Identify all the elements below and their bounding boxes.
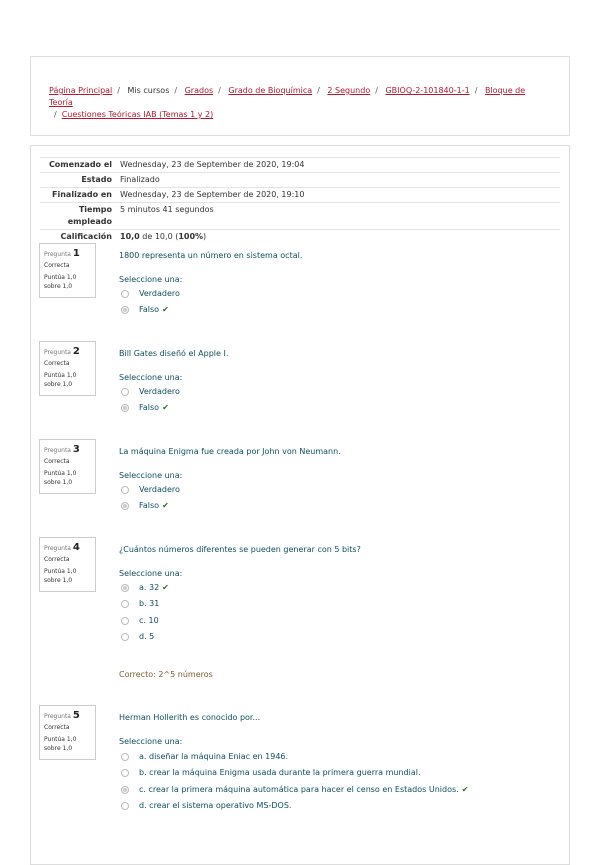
question-text: 1800 representa un número en sistema octal. xyxy=(119,251,303,260)
answer-option[interactable] xyxy=(121,485,180,494)
radio-button[interactable] xyxy=(121,486,129,494)
answer-option[interactable] xyxy=(121,801,291,810)
question-info xyxy=(39,705,96,760)
radio-button[interactable] xyxy=(121,502,129,510)
crumb-course[interactable]: GBIOQ-2-101840-1-1 xyxy=(385,86,470,95)
question-mark: Puntúa 1,0 xyxy=(44,736,77,743)
finished-label: Finalizado en xyxy=(40,188,116,203)
check-icon: ✔ xyxy=(162,403,169,412)
started-label: Comenzado el xyxy=(40,158,116,173)
check-icon: ✔ xyxy=(162,583,169,592)
state-value: Finalizado xyxy=(116,173,560,188)
radio-button[interactable] xyxy=(121,306,129,314)
question-state: Correcta xyxy=(44,556,70,563)
time-value: 5 minutos 41 segundos xyxy=(116,203,560,230)
select-prompt: Seleccione una: xyxy=(119,737,183,746)
option-label: b. 31 xyxy=(139,599,160,608)
crumb-segundo[interactable]: 2 Segundo xyxy=(327,86,371,95)
question-text: Bill Gates diseñó el Apple I. xyxy=(119,349,229,358)
crumb-bloque[interactable]: Bloque de Teoría xyxy=(49,86,526,107)
question-info xyxy=(39,439,96,494)
answer-option[interactable] xyxy=(121,501,169,510)
question-mark: Puntúa 1,0 xyxy=(44,372,77,379)
crumb-home[interactable]: Página Principal xyxy=(49,86,113,95)
question-text: La máquina Enigma fue creada por John von Neumann. xyxy=(119,447,341,456)
question-number: Pregunta 2 xyxy=(44,346,80,357)
grade-percent: 100% xyxy=(178,232,204,241)
question-state: Correcta xyxy=(44,724,70,731)
feedback: Correcto: 2^5 números xyxy=(119,670,213,679)
question-state: Correcta xyxy=(44,360,70,367)
question-info xyxy=(39,341,96,396)
time-label: Tiempo empleado xyxy=(40,203,116,230)
radio-button[interactable] xyxy=(121,753,129,761)
question-number: Pregunta 3 xyxy=(44,444,80,455)
option-label: Falso xyxy=(139,305,160,314)
option-label: a. 32 xyxy=(139,583,160,592)
option-label: Falso xyxy=(139,501,160,510)
answer-option[interactable] xyxy=(121,785,468,794)
answer-option[interactable] xyxy=(121,632,154,641)
question-number: Pregunta 5 xyxy=(44,710,80,721)
question-state: Correcta xyxy=(44,262,70,269)
crumb-grado[interactable]: Grado de Bioquímica xyxy=(228,86,313,95)
option-label: Verdadero xyxy=(139,387,180,396)
radio-button[interactable] xyxy=(121,584,129,592)
check-icon: ✔ xyxy=(461,785,469,794)
option-label: a. diseñar la máquina Eniac en 1946. xyxy=(139,752,289,761)
question-mark: Puntúa 1,0 xyxy=(44,274,77,281)
option-label: c. crear la primera máquina automática para hacer el censo en Estados Unidos. xyxy=(139,785,459,794)
check-icon: ✔ xyxy=(162,501,169,510)
question-mark: Puntúa 1,0 xyxy=(44,568,77,575)
question-state: Correcta xyxy=(44,458,70,465)
option-label: c. 10 xyxy=(139,616,159,625)
radio-button[interactable] xyxy=(121,633,129,641)
option-label: Verdadero xyxy=(139,485,180,494)
question-text: Herman Hollerith es conocido por... xyxy=(119,713,261,722)
option-label: d. crear el sistema operativo MS-DOS. xyxy=(139,801,292,810)
question-max: sobre 1,0 xyxy=(44,479,73,486)
attempt-summary xyxy=(40,157,560,244)
question-number: Pregunta 1 xyxy=(44,248,80,259)
radio-button[interactable] xyxy=(121,786,129,794)
state-label: Estado xyxy=(40,173,116,188)
question-text: ¿Cuántos números diferentes se pueden generar con 5 bits? xyxy=(119,545,361,554)
question-mark: Puntúa 1,0 xyxy=(44,470,77,477)
started-value: Wednesday, 23 de September de 2020, 19:04 xyxy=(116,158,560,173)
option-label: b. crear la máquina Enigma usada durante la primera guerra mundial. xyxy=(139,768,421,777)
question-max: sobre 1,0 xyxy=(44,577,73,584)
select-prompt: Seleccione una: xyxy=(119,275,183,284)
radio-button[interactable] xyxy=(121,600,129,608)
grade-of: de 10,0 ( xyxy=(142,232,179,241)
answer-option[interactable] xyxy=(121,616,159,625)
radio-button[interactable] xyxy=(121,404,129,412)
option-label: d. 5 xyxy=(139,632,155,641)
question-number: Pregunta 4 xyxy=(44,542,80,553)
answer-option[interactable] xyxy=(121,599,159,608)
grade-close: ) xyxy=(203,232,207,241)
answer-option[interactable] xyxy=(121,583,169,592)
crumb-mis-cursos: Mis cursos xyxy=(127,86,170,95)
question-max: sobre 1,0 xyxy=(44,745,73,752)
question-max: sobre 1,0 xyxy=(44,283,73,290)
finished-value: Wednesday, 23 de September de 2020, 19:10 xyxy=(116,188,560,203)
question-info xyxy=(39,243,96,298)
grade-label: Calificación xyxy=(40,230,116,245)
radio-button[interactable] xyxy=(121,290,129,298)
breadcrumb: Página Principal / Mis cursos / Grados / Grado de Bioquímica / 2 Segundo / GBIOQ-2-101840-1-1 / Bloque de Teoría / Cuestiones Teóricas IAB (Temas 1 y 2) xyxy=(49,86,526,119)
select-prompt: Seleccione una: xyxy=(119,471,183,480)
select-prompt: Seleccione una: xyxy=(119,373,183,382)
answer-option[interactable] xyxy=(121,289,180,298)
answer-option[interactable] xyxy=(121,387,180,396)
radio-button[interactable] xyxy=(121,617,129,625)
check-icon: ✔ xyxy=(162,305,169,314)
radio-button[interactable] xyxy=(121,802,129,810)
answer-option[interactable] xyxy=(121,768,420,777)
option-label: Verdadero xyxy=(139,289,180,298)
crumb-quiz[interactable]: Cuestiones Teóricas IAB (Temas 1 y 2) xyxy=(61,110,214,119)
option-label: Falso xyxy=(139,403,160,412)
crumb-grados[interactable]: Grados xyxy=(184,86,214,95)
question-info xyxy=(39,537,96,592)
answer-option[interactable] xyxy=(121,305,169,314)
select-prompt: Seleccione una: xyxy=(119,569,183,578)
grade-value xyxy=(116,230,560,245)
question-max: sobre 1,0 xyxy=(44,381,73,388)
answer-option[interactable] xyxy=(121,752,288,761)
grade: 10,0 xyxy=(120,232,140,241)
radio-button[interactable] xyxy=(121,769,129,777)
answer-option[interactable] xyxy=(121,403,169,412)
radio-button[interactable] xyxy=(121,388,129,396)
breadcrumb-panel xyxy=(30,56,570,136)
